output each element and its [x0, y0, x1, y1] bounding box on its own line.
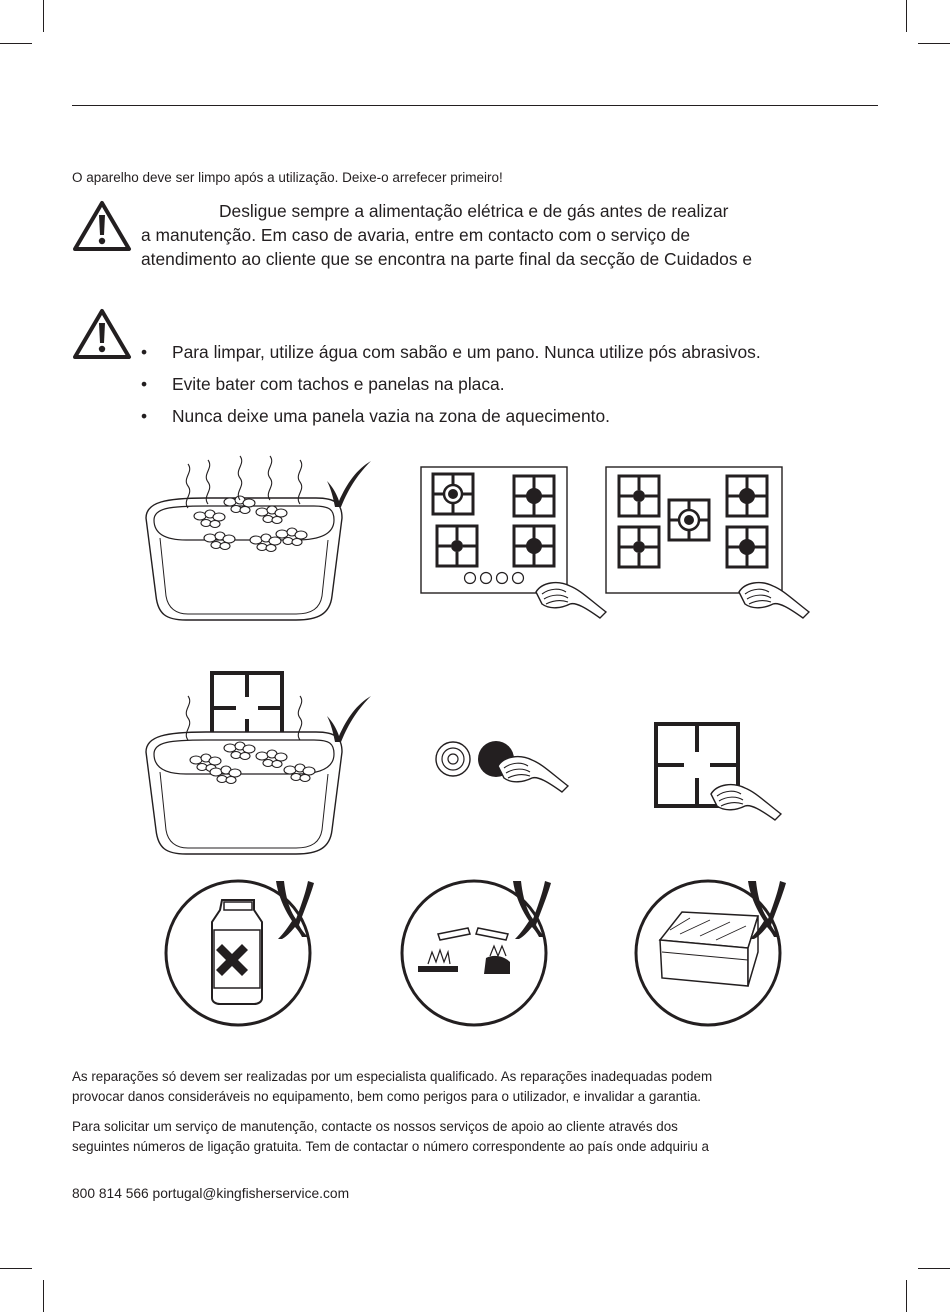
no-toxic-cleaner-icon: [166, 881, 310, 1025]
warning-line: a manutenção. Em caso de avaria, entre em contacto com o serviço de: [141, 225, 691, 245]
warning-line: Desligue sempre a alimentação elétrica e de gás antes de realizar: [219, 201, 729, 221]
grate-wiping-illustration: [656, 724, 781, 820]
warning-line: atendimento ao cliente que se encontra na parte final da secção de Cuidados e: [141, 249, 753, 269]
repairs-line: As reparações só devem ser realizadas por um especialista qualificado. As reparações inadequadas podem: [72, 1069, 713, 1084]
service-line: Para solicitar um serviço de manutenção, contacte os nossos serviços de apoio ao cliente através dos: [72, 1119, 678, 1134]
repairs-paragraph: [72, 1067, 882, 1107]
bullet-dot: •: [141, 342, 148, 362]
hob-five-burner-illustration: [606, 467, 809, 618]
hob-four-burner-illustration: [421, 467, 606, 618]
check-mark-icon: [327, 696, 371, 742]
service-paragraph: [72, 1117, 882, 1157]
soaking-basin-illustration: [146, 456, 342, 620]
service-line: seguintes números de ligação gratuita. Tem de contactar o número correspondente ao país onde adquiriu a: [72, 1139, 709, 1154]
repairs-line: provocar danos consideráveis no equipamento, bem como perigos para o utilizador, e invalidar a garantia.: [72, 1089, 701, 1104]
intro-text: O aparelho deve ser limpo após a utilização. Deixe-o arrefecer primeiro!: [72, 170, 503, 185]
burner-cap-cleaning-illustration: [436, 741, 568, 792]
check-mark-icon: [327, 461, 371, 507]
list-item-text: Nunca deixe uma panela vazia na zona de aquecimento.: [172, 406, 610, 426]
bullet-dot: •: [141, 374, 148, 394]
contact-info: 800 814 566 portugal@kingfisherservice.com: [72, 1186, 350, 1201]
grate-soaking-illustration: [146, 673, 342, 854]
list-item-text: Para limpar, utilize água com sabão e um pano. Nunca utilize pós abrasivos.: [172, 342, 761, 362]
list-item-text: Evite bater com tachos e panelas na placa.: [172, 374, 505, 394]
bullet-dot: •: [141, 406, 148, 426]
